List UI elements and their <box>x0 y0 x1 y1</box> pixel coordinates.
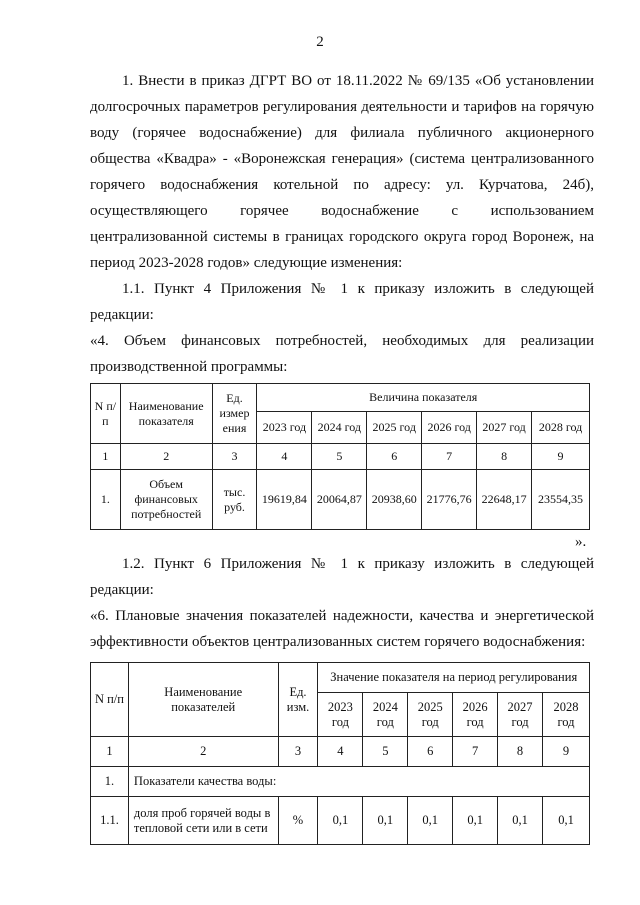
table-row <box>91 797 590 845</box>
section-title: Показатели качества воды: <box>128 767 589 797</box>
row-name: Объем финансовых потребностей <box>120 470 212 530</box>
text-line: воду (горячее водоснабжение) для филиала публичного акционерного <box>90 125 594 141</box>
column-number: 7 <box>453 737 498 767</box>
row-value: 0,1 <box>543 797 590 845</box>
column-number: 6 <box>408 737 453 767</box>
text-line: горячего водоснабжения котельной по адресу: ул. Курчатова, 24б), <box>90 177 594 193</box>
column-number: 6 <box>367 444 422 470</box>
row-value: 0,1 <box>363 797 408 845</box>
header-year: 2028 год <box>532 412 590 444</box>
row-name: доля проб горячей воды в тепловой сети или в сети <box>128 797 278 845</box>
page-number: 2 <box>316 34 324 50</box>
header-year: 2027 год <box>498 693 543 737</box>
row-value: 19619,84 <box>257 470 312 530</box>
text-line: 1.1. Пункт 4 Приложения № 1 к приказу изложить в следующей <box>122 281 594 297</box>
row-value: 0,1 <box>453 797 498 845</box>
header-unit: Ед. изм. <box>278 663 318 737</box>
column-number: 3 <box>278 737 318 767</box>
row-value: 20064,87 <box>312 470 367 530</box>
header-n: N п/п <box>91 663 129 737</box>
section-row <box>91 767 590 797</box>
header-year: 2025 год <box>367 412 422 444</box>
column-number: 5 <box>312 444 367 470</box>
text-line: «4. Объем финансовых потребностей, необходимых для реализации <box>90 333 594 349</box>
text-line: осуществляющего горячее водоснабжение с использованием <box>90 203 594 219</box>
header-n: N п/п <box>91 384 121 444</box>
text-line: общества «Квадра» - «Воронежская генерация» (система централизованного <box>90 151 594 167</box>
column-number: 4 <box>318 737 363 767</box>
header-unit: Ед. измер ения <box>212 384 257 444</box>
header-group: Величина показателя <box>257 384 590 412</box>
text-line: централизованной системы в границах городского округа город Воронеж, на <box>90 229 594 245</box>
column-number: 9 <box>532 444 590 470</box>
header-name: Наименование показателя <box>120 384 212 444</box>
section-number: 1. <box>91 767 129 797</box>
column-number: 9 <box>543 737 590 767</box>
header-year: 2027 год <box>477 412 532 444</box>
text-line: долгосрочных параметров регулирования деятельности и тарифов на горячую <box>90 99 594 115</box>
column-number: 8 <box>498 737 543 767</box>
financial-needs-table <box>90 383 590 530</box>
row-unit: % <box>278 797 318 845</box>
row-value: 0,1 <box>408 797 453 845</box>
row-value: 21776,76 <box>422 470 477 530</box>
row-value: 23554,35 <box>532 470 590 530</box>
header-group: Значение показателя на период регулирования <box>318 663 590 693</box>
row-value: 0,1 <box>498 797 543 845</box>
header-year: 2023 год <box>318 693 363 737</box>
text-line: 1. Внести в приказ ДГРТ ВО от 18.11.2022 № 69/135 «Об установлении <box>122 73 594 89</box>
column-number: 8 <box>477 444 532 470</box>
header-year: 2023 год <box>257 412 312 444</box>
column-number: 4 <box>257 444 312 470</box>
header-year: 2026 год <box>453 693 498 737</box>
column-number: 1 <box>91 444 121 470</box>
column-number-row <box>91 444 590 470</box>
header-year: 2024 год <box>363 693 408 737</box>
text-line: 1.2. Пункт 6 Приложения № 1 к приказу изложить в следующей <box>122 556 594 572</box>
column-number: 3 <box>212 444 257 470</box>
header-year: 2024 год <box>312 412 367 444</box>
close-quote: ». <box>575 534 587 550</box>
header-year: 2026 год <box>422 412 477 444</box>
text-line: «6. Плановые значения показателей надежности, качества и энергетической <box>90 608 594 624</box>
column-number: 7 <box>422 444 477 470</box>
header-year: 2025 год <box>408 693 453 737</box>
row-value: 22648,17 <box>477 470 532 530</box>
header-name: Наименование показателей <box>128 663 278 737</box>
indicators-table <box>90 662 590 845</box>
column-number: 5 <box>363 737 408 767</box>
text-line: эффективности объектов централизованных систем горячего водоснабжения: <box>90 634 586 650</box>
text-line: редакции: <box>90 307 154 323</box>
row-value: 20938,60 <box>367 470 422 530</box>
text-line: период 2023-2028 годов» следующие изменения: <box>90 255 403 271</box>
row-number: 1.1. <box>91 797 129 845</box>
table-row <box>91 470 590 530</box>
column-number: 2 <box>120 444 212 470</box>
column-number: 1 <box>91 737 129 767</box>
header-year: 2028 год <box>543 693 590 737</box>
text-line: редакции: <box>90 582 154 598</box>
row-value: 0,1 <box>318 797 363 845</box>
text-line: производственной программы: <box>90 359 288 375</box>
row-number: 1. <box>91 470 121 530</box>
column-number-row <box>91 737 590 767</box>
column-number: 2 <box>128 737 278 767</box>
row-unit: тыс. руб. <box>212 470 257 530</box>
